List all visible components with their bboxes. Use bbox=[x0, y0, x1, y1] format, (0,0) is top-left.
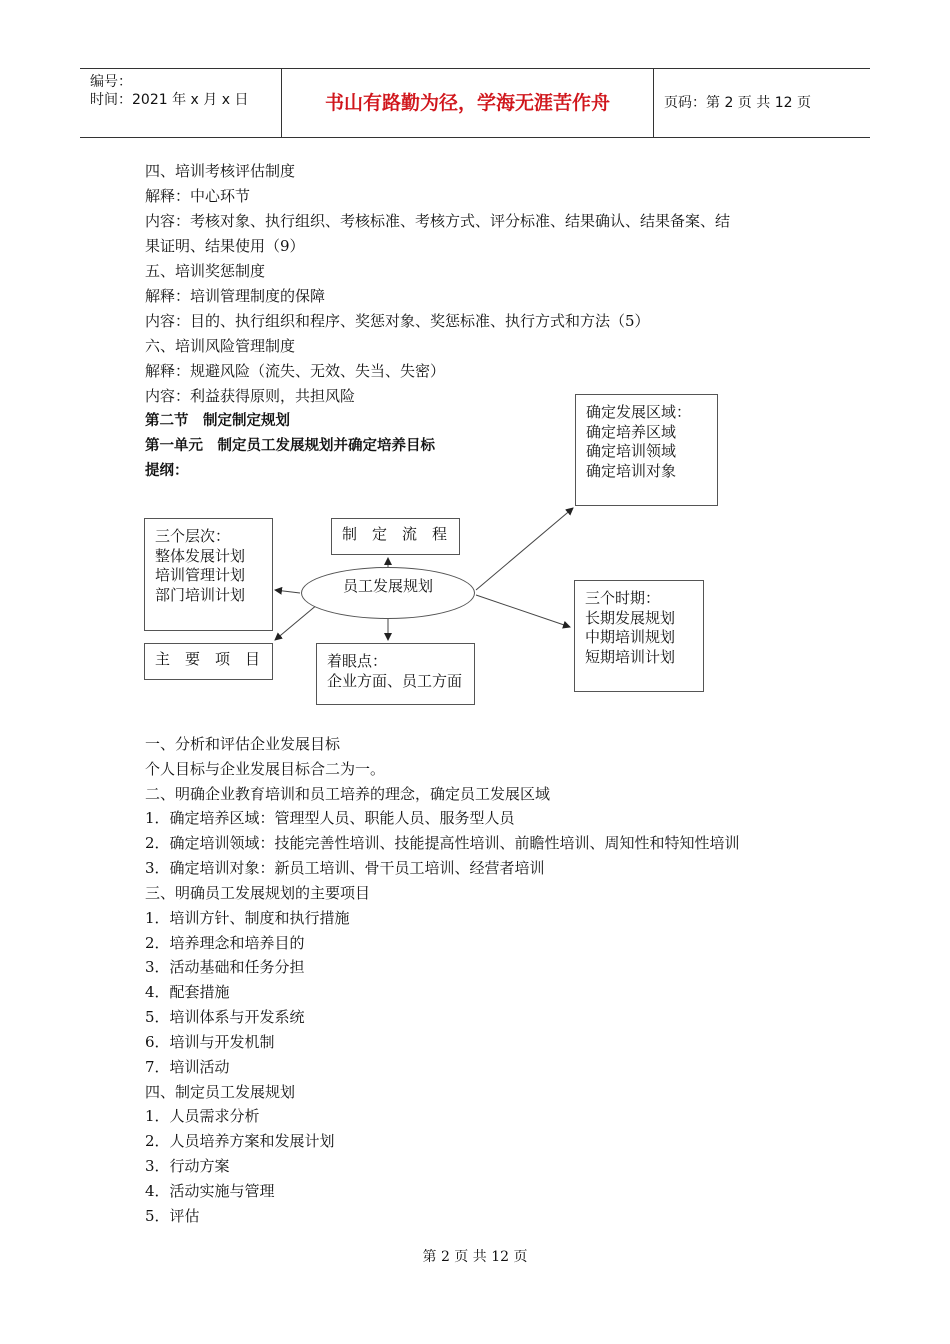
text-line: 3．行动方案 bbox=[145, 1157, 230, 1175]
text-line: 五、培训奖惩制度 bbox=[145, 262, 266, 280]
text-line: 解释：规避风险（流失、无效、失当、失密） bbox=[145, 362, 446, 380]
text-line: 二、明确企业教育培训和员工培养的理念，确定员工发展区域 bbox=[145, 785, 551, 803]
process-label: 制 定 流 程 bbox=[342, 525, 448, 543]
periods-item: 短期培训计划 bbox=[585, 647, 676, 666]
text-line: 2．培养理念和培养目的 bbox=[145, 934, 305, 952]
text-line: 1．培训方针、制度和执行措施 bbox=[145, 909, 350, 927]
areas-box bbox=[575, 394, 718, 506]
text-line: 4．活动实施与管理 bbox=[145, 1182, 275, 1200]
text-line: 1．确定培养区域：管理型人员、职能人员、服务型人员 bbox=[145, 809, 515, 827]
center-ellipse bbox=[301, 567, 475, 619]
items-label: 主 要 项 目 bbox=[155, 650, 261, 668]
areas-title: 确定发展区域： bbox=[586, 403, 692, 421]
periods-item: 长期发展规划 bbox=[585, 608, 676, 627]
items-box bbox=[144, 643, 273, 680]
outline-label: 提纲： bbox=[145, 463, 189, 479]
text-line: 7．培训活动 bbox=[145, 1058, 230, 1076]
levels-title: 三个层次： bbox=[155, 527, 231, 545]
levels-item: 培训管理计划 bbox=[155, 566, 246, 584]
code-label: 编号： bbox=[90, 74, 132, 90]
header-motto: 书山有路勤为径，学海无涯苦作舟 bbox=[282, 69, 654, 137]
text-line: 三、明确员工发展规划的主要项目 bbox=[145, 884, 371, 902]
focus-box bbox=[316, 643, 475, 705]
text-line: 果证明、结果使用（9） bbox=[145, 237, 305, 255]
text-line: 解释：培训管理制度的保障 bbox=[145, 287, 326, 305]
text-line: 一、分析和评估企业发展目标 bbox=[145, 735, 341, 753]
connector-to-areas bbox=[476, 508, 573, 590]
areas-item: 确定培训领域 bbox=[586, 442, 677, 460]
page-footer: 第 2 页 共 12 页 bbox=[422, 1249, 528, 1265]
connector-to-levels bbox=[275, 590, 300, 593]
text-line: 四、培训考核评估制度 bbox=[145, 162, 296, 180]
areas-item: 确定培训对象 bbox=[586, 461, 677, 480]
text-line: 内容：利益获得原则，共担风险 bbox=[145, 387, 356, 405]
text-line: 2．确定培训领域：技能完善性培训、技能提高性培训、前瞻性培训、周知性和特知性培训 bbox=[145, 834, 740, 852]
text-line: 内容：考核对象、执行组织、考核标准、考核方式、评分标准、结果确认、结果备案、结 bbox=[145, 212, 731, 230]
focus-title: 着眼点： bbox=[327, 652, 388, 670]
periods-box bbox=[574, 580, 704, 692]
connector-to-periods bbox=[476, 595, 570, 627]
text-line: 六、培训风险管理制度 bbox=[145, 337, 296, 355]
time-label: 时间：2021 年 x 月 x 日 bbox=[90, 92, 249, 108]
focus-item: 企业方面、员工方面 bbox=[327, 671, 463, 690]
levels-item: 整体发展计划 bbox=[155, 546, 246, 565]
levels-box bbox=[144, 518, 273, 631]
text-line: 1．人员需求分析 bbox=[145, 1107, 260, 1125]
text-line: 解释：中心环节 bbox=[145, 187, 251, 205]
text-line: 3．活动基础和任务分担 bbox=[145, 958, 305, 976]
text-line: 6．培训与开发机制 bbox=[145, 1033, 275, 1051]
text-line: 2．人员培养方案和发展计划 bbox=[145, 1132, 335, 1150]
text-line: 个人目标与企业发展目标合二为一。 bbox=[145, 760, 386, 778]
periods-title: 三个时期： bbox=[585, 589, 661, 607]
text-line: 4．配套措施 bbox=[145, 983, 230, 1001]
header-page-label: 页码：第 2 页 共 12 页 bbox=[664, 95, 811, 111]
connector-to-items bbox=[275, 604, 318, 640]
text-line: 四、制定员工发展规划 bbox=[145, 1083, 296, 1101]
text-line: 5．培训体系与开发系统 bbox=[145, 1008, 305, 1026]
center-label: 员工发展规划 bbox=[342, 577, 433, 595]
areas-item: 确定培养区域 bbox=[586, 422, 677, 441]
section-title: 第二节 制定制定规划 bbox=[145, 413, 290, 429]
levels-item: 部门培训计划 bbox=[155, 585, 246, 604]
text-line: 内容：目的、执行组织和程序、奖惩对象、奖惩标准、执行方式和方法（5） bbox=[145, 312, 650, 330]
text-line: 5．评估 bbox=[145, 1207, 200, 1225]
unit-title: 第一单元 制定员工发展规划并确定培养目标 bbox=[145, 438, 435, 454]
periods-item: 中期培训规划 bbox=[585, 628, 676, 646]
process-box bbox=[331, 518, 460, 555]
text-line: 3．确定培训对象：新员工培训、骨干员工培训、经营者培训 bbox=[145, 859, 545, 877]
